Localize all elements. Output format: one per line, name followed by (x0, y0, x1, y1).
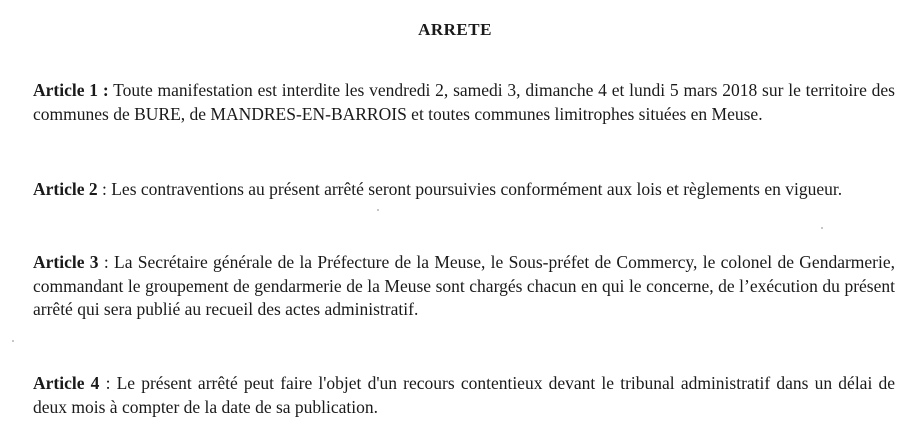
article-3 (33, 251, 895, 322)
article-1-label: Article 1 : (33, 80, 109, 100)
article-2-text: : Les contraventions au présent arrêté seront poursuivies conformément aux lois et règlements en vigueur. (102, 179, 843, 199)
article-2 (33, 178, 895, 202)
scan-speck (12, 340, 14, 342)
article-1-text: Toute manifestation est interdite les vendredi 2, samedi 3, dimanche 4 et lundi 5 mars 2018 sur le territoire des communes de BURE, de MANDRES-EN-BARROIS et toutes communes limitrophes situées en Meuse. (33, 80, 895, 124)
article-4-label: Article 4 (33, 373, 100, 393)
article-1 (33, 79, 895, 126)
article-4-text: : Le présent arrêté peut faire l'objet d'un recours contentieux devant le tribunal administratif dans un délai de deux mois à compter de la date de sa publication. (33, 373, 895, 417)
scan-speck (377, 209, 379, 211)
article-4 (33, 372, 895, 419)
article-2-label: Article 2 (33, 179, 98, 199)
document-title: ARRETE (418, 20, 492, 39)
scan-speck (821, 227, 823, 229)
article-3-text: : La Secrétaire générale de la Préfecture de la Meuse, le Sous-préfet de Commercy, le colonel de Gendarmerie, commandant le groupement de gendarmerie de la Meuse sont chargés chacun en qui le concerne, de l’exécution du présent arrêté qui sera publié au recueil des actes administratif. (33, 252, 896, 319)
article-3-label: Article 3 (33, 252, 99, 272)
